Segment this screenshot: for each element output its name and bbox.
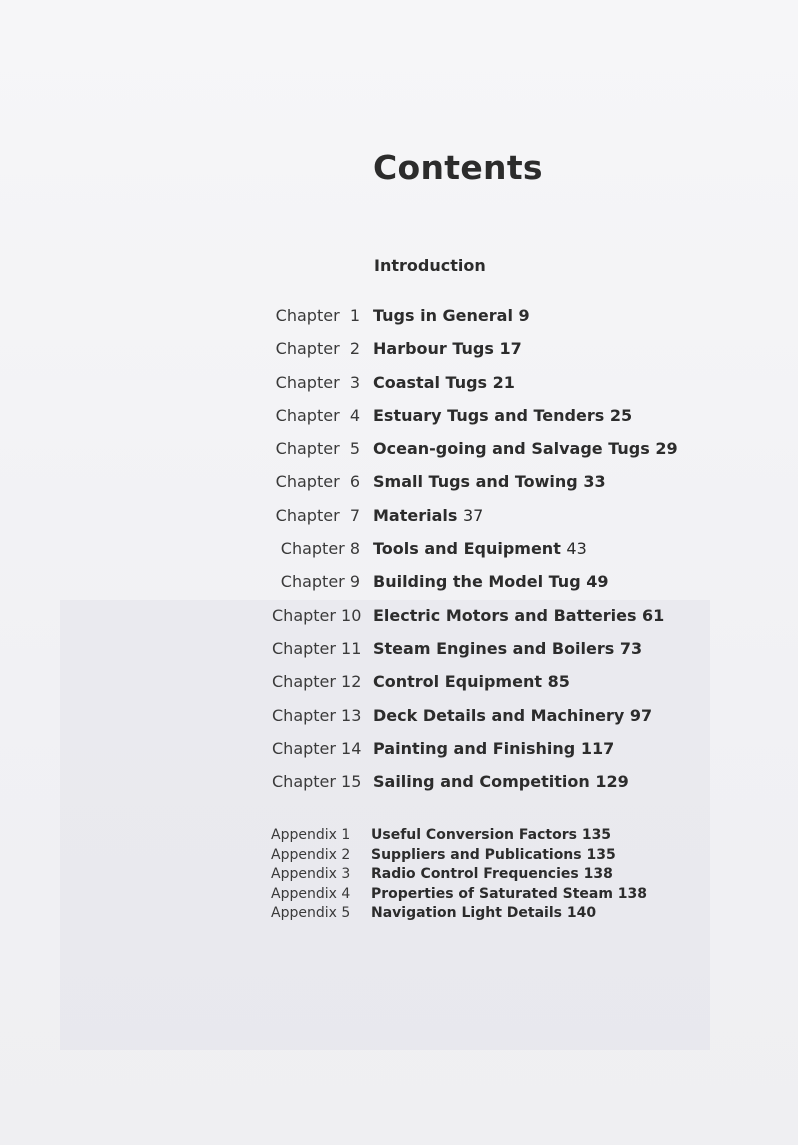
chapter-title: Tools and Equipment xyxy=(373,539,561,559)
appendix-entry xyxy=(371,846,616,865)
chapter-number: Chapter 10 xyxy=(272,605,362,625)
appendix-number: Appendix 4 xyxy=(271,885,351,902)
appendix-page-number: 135 xyxy=(581,827,612,843)
toc-chapter-row xyxy=(0,770,798,803)
chapter-number: Chapter 6 xyxy=(275,472,360,492)
appendix-title: Radio Control Frequencies xyxy=(371,866,579,883)
toc-chapter-row xyxy=(0,404,798,437)
chapter-number: Chapter 7 xyxy=(275,505,360,525)
chapter-number: Chapter 15 xyxy=(272,772,362,792)
appendix-title: Suppliers and Publications xyxy=(371,846,582,863)
chapter-page-number: 33 xyxy=(583,472,606,492)
chapter-title: Deck Details and Machinery xyxy=(373,705,625,725)
appendix-page-number: 135 xyxy=(586,846,616,863)
appendix-title: Navigation Light Details xyxy=(371,905,562,922)
chapter-entry xyxy=(373,304,530,328)
chapter-title: Estuary Tugs and Tenders xyxy=(373,405,605,425)
chapter-entry xyxy=(373,537,587,561)
toc-appendix-row xyxy=(0,885,798,905)
toc-chapter-row xyxy=(0,670,798,703)
appendix-entry xyxy=(371,826,611,845)
toc-appendix-row xyxy=(0,865,798,885)
chapter-number: Chapter 1 xyxy=(275,306,360,325)
chapter-title: Ocean-going and Salvage Tugs xyxy=(373,439,650,459)
chapter-title: Materials xyxy=(373,505,458,525)
chapter-entry xyxy=(373,371,515,395)
toc-chapter-row xyxy=(0,637,798,670)
chapter-page-number: 97 xyxy=(629,705,653,725)
chapter-page-number: 43 xyxy=(566,539,587,559)
appendix-page-number: 138 xyxy=(617,885,648,902)
chapter-page-number: 61 xyxy=(642,605,665,625)
appendix-number: Appendix 1 xyxy=(271,827,351,843)
chapter-number: Chapter 13 xyxy=(272,705,362,725)
toc-chapter-row xyxy=(0,504,798,537)
chapter-entry xyxy=(373,470,606,494)
chapter-title: Tugs in General xyxy=(373,306,513,325)
chapter-number: Chapter 3 xyxy=(275,372,360,392)
appendix-number: Appendix 5 xyxy=(271,905,351,922)
toc-chapter-row xyxy=(0,304,798,337)
toc-chapter-row xyxy=(0,570,798,603)
chapter-entry xyxy=(373,570,608,594)
chapter-number: Chapter 8 xyxy=(280,539,360,559)
chapter-page-number: 117 xyxy=(580,738,615,758)
appendix-page-number: 140 xyxy=(566,905,597,922)
chapter-page-number: 129 xyxy=(595,772,629,792)
toc-chapter-row xyxy=(0,337,798,370)
chapter-entry xyxy=(373,404,632,428)
chapter-number: Chapter 9 xyxy=(280,572,360,592)
appendix-title: Properties of Saturated Steam xyxy=(371,885,613,902)
toc-appendix-row xyxy=(0,904,798,924)
toc-appendix-row xyxy=(0,826,798,846)
chapter-page-number: 85 xyxy=(547,672,570,692)
toc-appendix-row xyxy=(0,846,798,866)
chapter-entry xyxy=(373,670,570,694)
toc-chapter-row xyxy=(0,371,798,404)
appendix-number: Appendix 3 xyxy=(271,866,351,883)
chapter-entry xyxy=(373,504,483,528)
appendix-title: Useful Conversion Factors xyxy=(371,827,577,843)
chapter-title: Steam Engines and Boilers xyxy=(373,638,615,658)
chapter-title: Painting and Finishing xyxy=(373,738,576,758)
chapter-page-number: 21 xyxy=(492,372,515,392)
chapter-page-number: 9 xyxy=(518,306,530,325)
chapter-entry xyxy=(373,770,629,794)
chapter-title: Small Tugs and Towing xyxy=(373,472,578,492)
toc-introduction: Introduction xyxy=(374,256,486,275)
chapter-entry xyxy=(373,437,678,461)
chapter-page-number: 37 xyxy=(462,505,484,525)
chapter-number: Chapter 4 xyxy=(275,405,360,425)
chapter-number: Chapter 12 xyxy=(272,672,362,692)
toc-chapter-row xyxy=(0,604,798,637)
chapter-page-number: 49 xyxy=(586,572,609,592)
appendix-entry xyxy=(371,885,647,904)
toc-chapter-row xyxy=(0,704,798,737)
chapter-number: Chapter 2 xyxy=(275,339,360,359)
chapter-entry xyxy=(373,637,642,661)
toc-chapter-row xyxy=(0,537,798,570)
chapter-title: Sailing and Competition xyxy=(373,772,590,792)
appendix-entry xyxy=(371,865,613,884)
chapter-title: Coastal Tugs xyxy=(373,372,488,392)
chapter-title: Electric Motors and Batteries xyxy=(373,605,637,625)
toc-chapter-row xyxy=(0,437,798,470)
chapter-number: Chapter 14 xyxy=(272,738,362,758)
chapter-entry xyxy=(373,337,522,361)
chapter-page-number: 17 xyxy=(499,339,522,359)
chapter-title: Building the Model Tug xyxy=(373,572,581,592)
toc-chapter-row xyxy=(0,470,798,503)
page-title: Contents xyxy=(373,148,543,187)
chapter-page-number: 73 xyxy=(619,638,643,658)
appendix-number: Appendix 2 xyxy=(271,846,351,863)
chapter-page-number: 29 xyxy=(655,439,678,459)
chapter-entry xyxy=(373,737,614,761)
appendix-list xyxy=(0,826,798,924)
chapter-list xyxy=(0,304,798,803)
chapter-page-number: 25 xyxy=(609,405,633,425)
appendix-entry xyxy=(371,904,596,923)
chapter-title: Harbour Tugs xyxy=(373,339,494,359)
chapter-title: Control Equipment xyxy=(373,672,542,692)
chapter-number: Chapter 5 xyxy=(275,439,360,459)
chapter-entry xyxy=(373,704,652,728)
appendix-page-number: 138 xyxy=(583,866,613,883)
chapter-number: Chapter 11 xyxy=(272,638,362,658)
chapter-entry xyxy=(373,604,664,628)
toc-chapter-row xyxy=(0,737,798,770)
